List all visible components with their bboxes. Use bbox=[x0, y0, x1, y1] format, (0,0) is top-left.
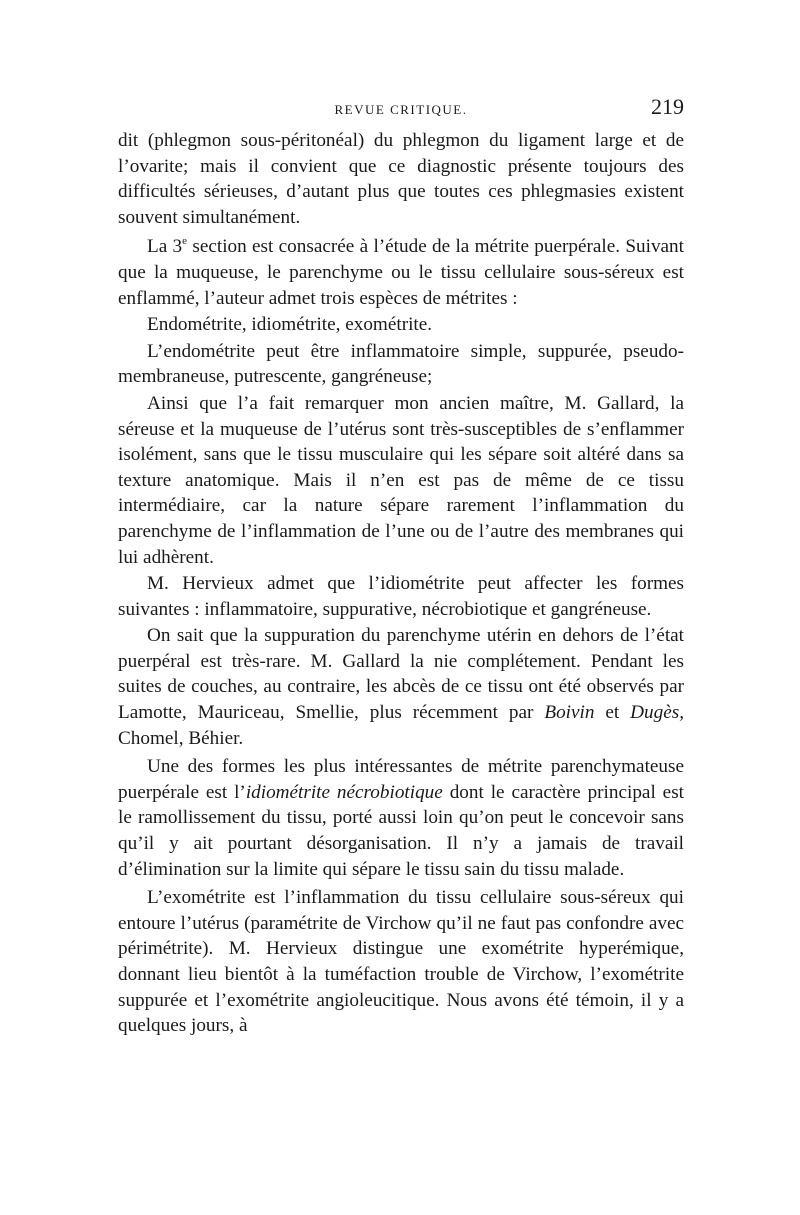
paragraph-suppuration-after: Chomel, Béhier. bbox=[118, 727, 244, 749]
paragraph-suppuration bbox=[118, 623, 684, 751]
paragraph-endometrite: L’endométrite peut être inflammatoire simple, suppurée, pseudo-membraneuse, putrescente, gangréneuse; bbox=[118, 340, 684, 388]
paragraph-idiometrite-forms: M. Hervieux admet que l’idiométrite peut affecter les formes suivantes : inflammatoire, suppurative, nécrobiotique et gangréneuse. bbox=[118, 573, 684, 620]
author-boivin: Boivin bbox=[544, 702, 595, 724]
paragraph-section-3-rest: section est consacrée à l’étude de la métrite puerpérale. Suivant que la muqueuse, le parenchyme ou le tissu cellulaire sous-séreux est enflammé, l’auteur admet trois espèces de métrites : bbox=[118, 236, 684, 309]
running-title: REVUE CRITIQUE. bbox=[334, 102, 468, 117]
paragraph-gallard: Ainsi que l’a fait remarquer mon ancien maître, M. Gallard, la séreuse et la muqueuse de l’utérus sont très-susceptibles de s’enflammer isolément, sans que le tissu musculaire qui les sépare soit altéré dans sa texture anatomique. Mais il n’en est pas de même de ce tissu intermédiaire, car la nature sépare rarement l’inflammation du parenchyme de l’inflammation de l’une ou de l’autre des membranes qui lui adhèrent. bbox=[118, 392, 684, 568]
paragraph-phlegmon: dit (phlegmon sous-péritonéal) du phlegmon du ligament large et de l’ovarite; mais il convient que ce diagnostic présente toujours des difficultés sérieuses, d’autant plus que toutes ces phlegmasies existent souvent simultanément. bbox=[118, 130, 684, 228]
paragraph-necrobiotique bbox=[118, 754, 684, 882]
paragraph-exometrite: L’exométrite est l’inflammation du tissu cellulaire sous-séreux qui entoure l’utérus (paramétrite de Virchow qu’il ne faut pas confondre avec périmétrite). M. Hervieux distingue une exométrite hyperémique, donnant lieu bientôt à la tuméfaction trouble de Virchow, l’exométrite suppurée et l’exométrite angioleucitique. Nous avons été témoin, il y a quelques jours, à bbox=[118, 887, 684, 1037]
paragraph-metrite-types: Endométrite, idiométrite, exométrite. bbox=[147, 314, 433, 336]
paragraph-suppuration-before: On sait que la suppuration du parenchyme utérin en dehors de l’état puerpéral est très-rare. M. Gallard la nie complétement. Pendant les suites de couches, au contraire, les abcès de ce tissu ont été observés par Lamotte, Mauriceau, Smellie, plus récemment par bbox=[118, 625, 684, 724]
paragraph-suppuration-middle: et bbox=[594, 702, 631, 724]
paragraph-section-3-prefix: La 3 bbox=[147, 236, 183, 258]
term-idiometrite-necrobiotique: idiométrite nécrobiotique bbox=[245, 781, 443, 803]
paragraph-necrobiotique-before: Une des formes les plus intéressantes de métrite parenchymateuse puerpérale est l’ bbox=[118, 756, 684, 803]
author-duges: Dugès, bbox=[630, 702, 684, 724]
paragraph-section-3 bbox=[118, 234, 684, 311]
paragraph-necrobiotique-after: dont le caractère principal est le ramollissement du tissu, porté aussi loin qu’on peut le concevoir sans qu’il y ait pourtant désorganisation. Il n’y a jamais de travail d’élimination sur la limite qui sépare le tissu sain du tissu malade. bbox=[118, 781, 684, 880]
body-text bbox=[118, 128, 684, 1039]
running-head bbox=[118, 94, 684, 124]
ordinal-superscript: e bbox=[182, 234, 188, 247]
page-number: 219 bbox=[651, 94, 684, 119]
